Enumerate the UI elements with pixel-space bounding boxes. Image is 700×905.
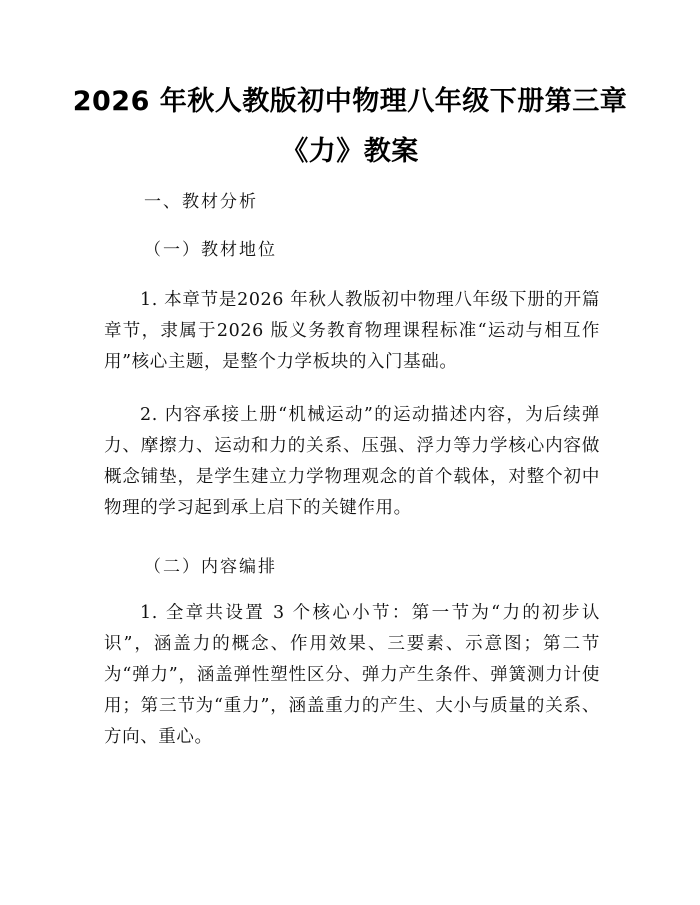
subsection-heading-content-arrangement: （二）内容编排 [144, 557, 277, 577]
subsection-heading-material-status: （一）教材地位 [144, 240, 277, 260]
document-title-line-2: 《力》教案 [281, 136, 419, 167]
paragraph-3: 1. 全章共设置 3 个核心小节：第一节为“力的初步认识”，涵盖力的概念、作用效果、三要素、示意图；第二节为“弹力”，涵盖弹性塑性区分、弹力产生条件、弹簧测力计使用；第三节为“重力”，涵盖重力的产生、大小与质量的关系、方向、重心。 [104, 603, 600, 747]
section-heading-teaching-material-analysis: 一、教材分析 [144, 192, 258, 212]
paragraph-1: 1. 本章节是2026 年秋人教版初中物理八年级下册的开篇章节，隶属于2026 版义务教育物理课程标准“运动与相互作用”核心主题，是整个力学板块的入门基础。 [104, 290, 600, 372]
document-title-line-1: 2026 年秋人教版初中物理八年级下册第三章 [72, 86, 628, 117]
paragraph-2: 2. 内容承接上册“机械运动”的运动描述内容，为后续弹力、摩擦力、运动和力的关系、压强、浮力等力学核心内容做概念铺垫，是学生建立力学物理观念的首个载体，对整个初中物理的学习起到承上启下的关键作用。 [104, 405, 600, 518]
